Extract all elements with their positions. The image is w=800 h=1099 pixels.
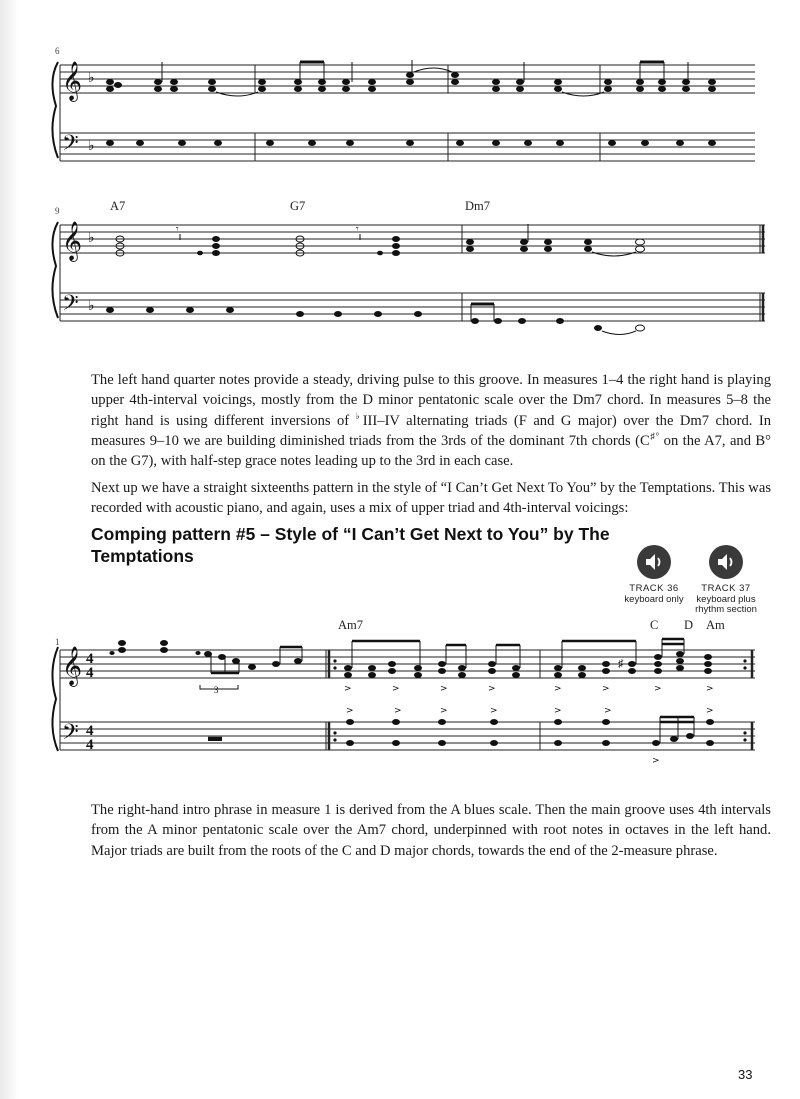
measure-number: 1 [55, 637, 60, 647]
bass-notes [106, 307, 645, 331]
score-system-top [0, 40, 800, 170]
svg-text:>: > [344, 684, 352, 694]
svg-text:>: > [490, 706, 498, 716]
key-signature-flat: ♭ [88, 70, 95, 86]
barlines [60, 650, 752, 750]
track-number: TRACK 36 [629, 583, 679, 594]
paragraph-text: III–IV alternating triads (F and G major) over the Dm7 chord. In measures 9–10 we are building diminished triads from the 3rds of the dominant 7th chords (C [91, 412, 772, 449]
treble-clef-icon: 𝄞 [62, 61, 83, 101]
svg-text:>: > [392, 684, 400, 694]
track-description: rhythm section [695, 604, 757, 615]
chord-symbol: Dm7 [465, 200, 490, 213]
section-title: Comping pattern #5 – Style of “I Can’t Get Next to You” by The Temptations [91, 524, 610, 566]
speaker-icon[interactable] [637, 545, 671, 579]
score-system-middle [0, 200, 800, 335]
score-system-top-svg [0, 40, 800, 170]
svg-text:>: > [440, 706, 448, 716]
svg-text:>: > [440, 684, 448, 694]
key-signature-flat: ♭ [88, 298, 95, 314]
treble-voicings [344, 651, 712, 678]
bass-clef-icon: 𝄢 [62, 131, 79, 161]
bass-clef-icon: 𝄢 [62, 720, 79, 750]
page-number: 33 [738, 1067, 753, 1082]
treble-chords [106, 72, 716, 92]
description-paragraph [91, 370, 771, 471]
paragraph-text: on the A7, and B° on the G7), with half-step grace notes leading up to the 3rd in each case. [91, 432, 771, 470]
paragraph-text: The left hand quarter notes provide a steady, driving pulse to this groove. In measures 1–4 the right hand is playing upper 4th-interval voicings, mostly from the D minor pentatonic scale over the Dm7 chord. In measures 5–8 the right hand is using different inversions of [91, 372, 771, 429]
measure-number: 6 [55, 46, 60, 56]
svg-text:𝄾: 𝄾 [356, 224, 359, 235]
bass-clef-icon: 𝄢 [62, 291, 79, 321]
track-37-badge[interactable] [690, 545, 762, 616]
intro-paragraph: Next up we have a straight sixteenths pattern in the style of “I Can’t Get Next To You” by the Temptations. This was recorded with acoustic piano, and again, uses a mix of upper triad and 4th-interval voicings: [91, 480, 771, 517]
flat-symbol: ♭ [355, 410, 363, 421]
triplet-marker: 3 [214, 685, 219, 695]
svg-text:>: > [706, 706, 714, 716]
treble-clef-icon: 𝄞 [62, 646, 83, 686]
treble-staff [60, 225, 765, 253]
bass-staff [60, 293, 765, 321]
svg-text:>: > [488, 684, 496, 694]
svg-text:>: > [554, 706, 562, 716]
intro-phrase-notes [109, 640, 302, 670]
svg-text:>: > [346, 706, 354, 716]
system-brace [52, 62, 58, 158]
chord-symbol: G7 [290, 200, 306, 213]
treble-stems-and-ties [176, 224, 636, 256]
key-signature-flat: ♭ [88, 138, 95, 154]
track-description: keyboard plus [696, 593, 756, 605]
score-system-middle-svg [0, 200, 800, 335]
system-brace [52, 647, 58, 751]
chord-symbol: Am [706, 618, 725, 632]
treble-staff [60, 65, 755, 93]
svg-text:𝄾: 𝄾 [176, 224, 179, 235]
svg-text:>: > [554, 684, 562, 694]
system-brace [52, 222, 58, 318]
svg-text:>: > [652, 756, 660, 765]
time-signature-top: 4 [86, 651, 94, 667]
svg-text:>: > [706, 684, 714, 694]
time-signature-bottom: 4 [86, 665, 94, 681]
measure-number: 9 [55, 206, 60, 216]
explanation-paragraph: The right-hand intro phrase in measure 1 is derived from the A blues scale. Then the main groove uses 4th intervals from the A minor pentatonic scale over the Am7 chord, underpinned with root notes in octaves in the left hand. Major triads are built from the roots of the C and D major chords, towards the end of the 2-measure phrase. [91, 802, 771, 859]
track-36-badge[interactable] [618, 545, 690, 605]
time-signature-bottom: 4 [86, 737, 94, 753]
track-description: keyboard only [624, 593, 684, 605]
track-number: TRACK 37 [701, 583, 751, 594]
bass-staff [60, 133, 755, 161]
score-system-bottom-svg [0, 615, 800, 765]
time-signature-top: 4 [86, 723, 94, 739]
svg-text:>: > [604, 706, 612, 716]
chord-symbol: A7 [110, 200, 126, 213]
accent-marks [344, 684, 714, 765]
score-system-bottom [0, 615, 800, 765]
chord-symbol: D [684, 618, 694, 632]
sharp-accidental: ♯ [618, 658, 624, 670]
key-signature-flat: ♭ [88, 230, 95, 246]
chord-symbol: C [650, 618, 659, 632]
speaker-icon[interactable] [709, 545, 743, 579]
svg-text:>: > [602, 684, 610, 694]
svg-text:>: > [654, 684, 662, 694]
treble-staff [60, 650, 755, 678]
whole-rest: ▬ [208, 730, 222, 745]
bass-octave-notes [346, 719, 714, 746]
sharp-diminished-symbol: ♯° [649, 431, 660, 442]
bass-staff [60, 722, 755, 750]
svg-text:>: > [394, 706, 402, 716]
bass-notes [106, 140, 716, 146]
treble-clef-icon: 𝄞 [62, 221, 83, 261]
chord-symbol: Am7 [338, 618, 363, 632]
